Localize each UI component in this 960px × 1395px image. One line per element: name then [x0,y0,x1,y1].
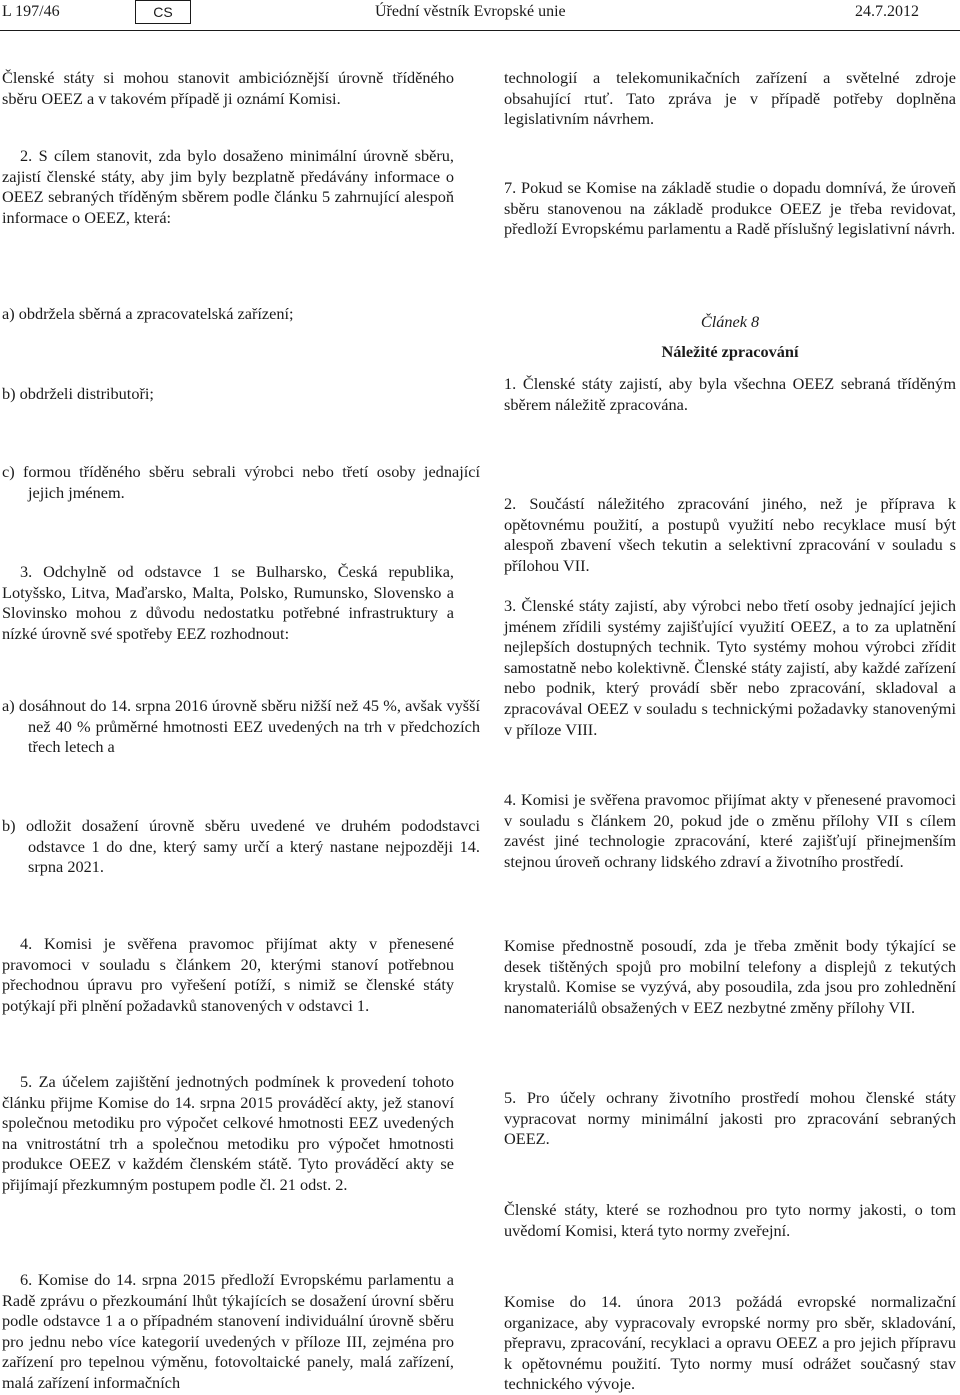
right-paragraph-3: 3. Členské státy zajistí, aby výrobci nebo třetí osoby jednající jejich jménem zřídili systémy zajišťující využití OEEZ, a to za uplatnění nejlepších dostupných technik. Tyto systémy mohou výrobci zřídit samostatně nebo kolektivně. Členské státy zajistí, aby každé zařízení nebo podnik, který provádí sběr nebo zpracování, skladoval a zpracovával OEEZ v souladu s technickými požadavky stanovenými v příloze VIII. [504,596,956,739]
right-continuation-paragraph: technologií a telekomunikačních zařízení a světelné zdroje obsahující rtuť. Tato zpráva je v případě potřeby doplněna legislativním návrhem. [504,68,956,129]
left-paragraph-2: 2. S cílem stanovit, zda bylo dosaženo minimální úrovně sběru, zajistí členské státy, aby jim byly bezplatně předávány informace o OEEZ sebraných tříděným sběrem podle článku 5 zahrnující alespoň informace o OEEZ, která: [2,146,454,227]
page-header [0,0,960,34]
right-paragraph-2: 2. Součástí náležitého zpracování jiného, než je příprava k opětovnému použití, a postupů využití nebo recyklace musí být alespoň zbavení všech tekutin a selektivní zpracování v souladu s přílohou VII. [504,494,956,575]
left-item-a: a) obdržela sběrná a zpracovatelská zařízení; [2,304,294,323]
left-item-b: b) obdrželi distributoři; [2,384,154,403]
right-paragraph-1: 1. Členské státy zajistí, aby byla všechna OEEZ sebraná tříděným sběrem náležitě zpracována. [504,374,956,414]
page-reference: L 197/46 [2,3,60,20]
left-paragraph-5: 5. Za účelem zajištění jednotných podmínek k provedení tohoto článku přijme Komise do 14. srpna 2015 prováděcí akty, jež stanoví společnou metodiku pro výpočet celkové hmotnosti EEZ uvedených na vnitrostátní trh a společnou metodiku pro výpočet hmotnosti produkce OEEZ v každém členském státě. Tyto prováděcí akty se přijímají přezkumným postupem podle čl. 21 odst. 2. [2,1072,454,1194]
left-paragraph-3: 3. Odchylně od odstavce 1 se Bulharsko, Česká republika, Lotyšsko, Litva, Maďarsko, Malta, Polsko, Rumunsko, Slovensko a Slovinsko mohou z důvodu nedostatku potřebné infrastruktury a nízké úrovně své spotřeby EEZ rozhodnout: [2,562,454,643]
article-title: Náležité zpracování [661,342,799,361]
right-paragraph-5-standards: Komise do 14. února 2013 požádá evropské normalizační organizace, aby vypracovaly evropské normy pro sběr, skladování, přepravu, zpracování, recyklaci a opravu OEEZ a pro jejich přípravu k opětovnému použití. Tyto normy musí odrážet současný stav technického vývoje. [504,1292,956,1394]
right-paragraph-4-sub: Komise přednostně posoudí, zda je třeba změnit body týkající se desek tištěných spojů pro mobilní telefony a displejů z tekutých krystalů. Komise se vyzývá, aby posoudila, zda jsou pro zohlednění nanomateriálů obsažených v EEZ nezbytné změny přílohy VII. [504,936,956,1017]
left-item-c: c) formou tříděného sběru sebrali výrobci nebo třetí osoby jednající jejich jménem. [2,462,480,502]
left-intro-paragraph: Členské státy si mohou stanovit ambicióznější úrovně tříděného sběru OEEZ a v takovém případě ji oznámí Komisi. [2,68,454,108]
right-paragraph-4: 4. Komisi je svěřena pravomoc přijímat akty v přenesené pravomoci v souladu s článkem 20, pokud jde o změnu přílohy VII s cílem zavést jiné technologie zpracování, které zajišťují přinejmenším stejnou úroveň ochrany lidského zdraví a životního prostředí. [504,790,956,871]
right-paragraph-7: 7. Pokud se Komise na základě studie o dopadu domnívá, že úroveň sběru stanovenou na základě produkce OEEZ je třeba revidovat, předloží Evropskému parlamentu a Radě příslušný legislativní návrh. [504,178,956,239]
left-paragraph-6: 6. Komise do 14. srpna 2015 předloží Evropskému parlamentu a Radě zprávu o přezkoumání lhůt týkajících se dosažení úrovní sběru podle odstavce 1 a o případném stanovení individuální úrovně sběru pro jednu nebo více kategorií uvedených v příloze III, zejména pro zařízení pro tepelnou výměnu, fotovoltaické panely, malá zařízení, malá zařízení informačních [2,1270,454,1392]
publication-date: 24.7.2012 [855,3,919,20]
language-badge: CS [135,0,191,24]
right-paragraph-5: 5. Pro účely ochrany životního prostředí mohou členské státy vypracovat normy minimální jakosti pro zpracování sebraných OEEZ. [504,1088,956,1149]
header-rule [0,30,960,31]
journal-title: Úřední věstník Evropské unie [375,3,566,20]
left-paragraph-4: 4. Komisi je svěřena pravomoc přijímat akty v přenesené pravomoci v souladu s článkem 20, kterými stanoví potřebnou přechodnou úpravu pro vyřešení potíží, s nimiž se členské státy potýkají při plnění požadavků stanovených v odstavci 1. [2,934,454,1015]
right-paragraph-5-sub: Členské státy, které se rozhodnou pro tyto normy jakosti, o tom uvědomí Komisi, která tyto normy zveřejní. [504,1200,956,1240]
left-item-3a: a) dosáhnout do 14. srpna 2016 úrovně sběru nižší než 45 %, avšak vyšší než 40 % průměrné hmotnosti EEZ uvedených na trh v předchozích třech letech a [2,696,480,757]
article-number: Článek 8 [700,312,760,331]
left-item-3b: b) odložit dosažení úrovně sběru uvedené ve druhém pododstavci odstavce 1 do dne, který samy určí a který nastane nejpozději 14. srpna 2021. [2,816,480,877]
